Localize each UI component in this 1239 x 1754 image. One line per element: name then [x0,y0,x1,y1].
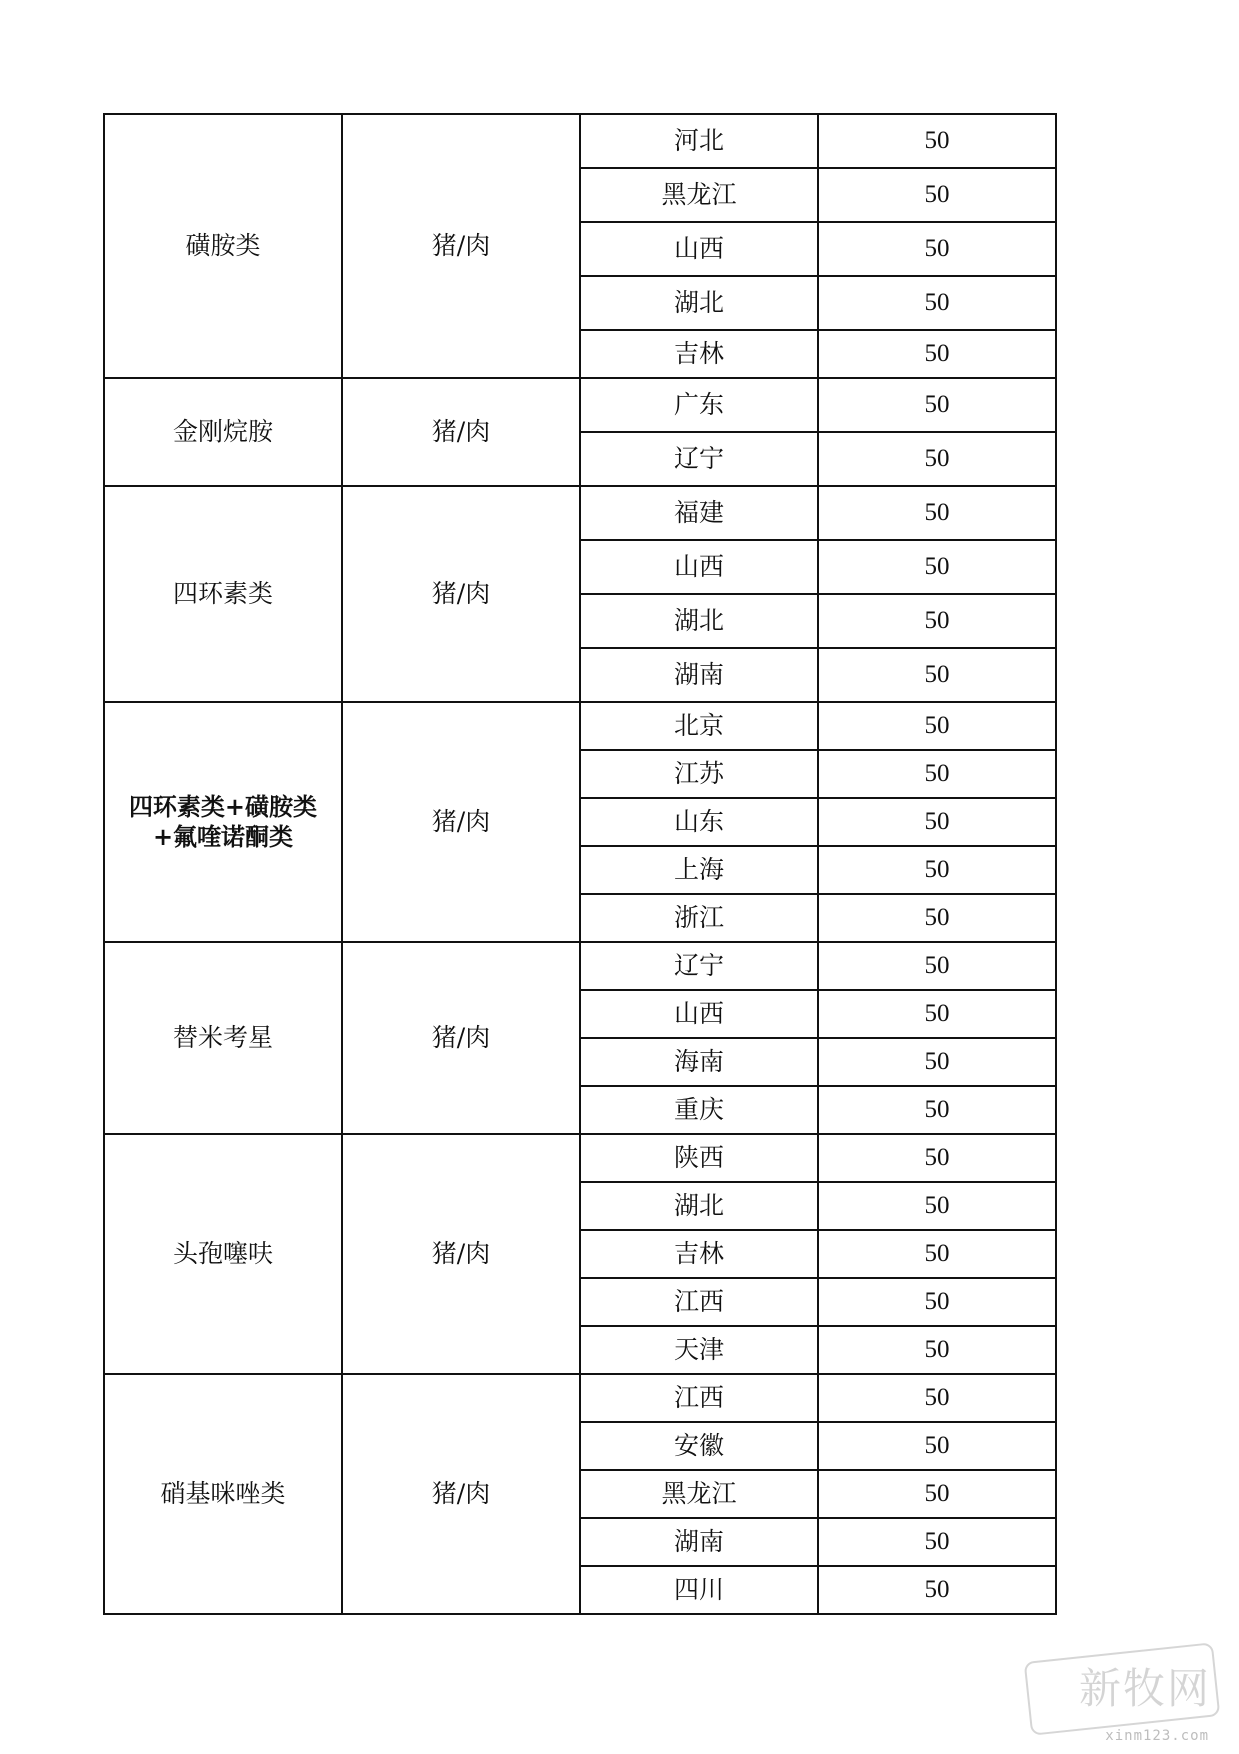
sample-type-label: 猪/肉 [431,807,491,837]
sample-count-cell: 50 [818,798,1056,846]
drug-category-cell [104,1134,342,1374]
sample-count-cell: 50 [818,1566,1056,1614]
province-cell: 河北 [580,114,818,168]
sample-count-cell: 50 [818,276,1056,330]
sample-type-label: 猪/肉 [431,417,491,447]
drug-category-line: 四环素类 [172,579,273,609]
sample-count-cell: 50 [818,486,1056,540]
sample-count-cell: 50 [818,1374,1056,1422]
province-cell: 黑龙江 [580,168,818,222]
table-row [104,378,1056,432]
table-row [104,942,1056,990]
table-row [104,702,1056,750]
sample-count-cell: 50 [818,114,1056,168]
table-row [104,1374,1056,1422]
sample-type-cell [342,1134,580,1374]
table-row [104,114,1056,168]
sample-count-cell: 50 [818,1278,1056,1326]
sample-count-cell: 50 [818,1134,1056,1182]
sample-count-cell: 50 [818,750,1056,798]
province-cell: 吉林 [580,1230,818,1278]
watermark-url: xinm123.com [1105,1728,1209,1744]
drug-category-cell [104,1374,342,1614]
province-cell: 陕西 [580,1134,818,1182]
province-cell: 重庆 [580,1086,818,1134]
sample-type-cell [342,486,580,702]
sample-count-cell: 50 [818,1470,1056,1518]
sample-count-cell: 50 [818,378,1056,432]
sample-count-cell: 50 [818,990,1056,1038]
province-cell: 北京 [580,702,818,750]
province-cell: 江西 [580,1278,818,1326]
province-cell: 黑龙江 [580,1470,818,1518]
sample-count-cell: 50 [818,702,1056,750]
province-cell: 浙江 [580,894,818,942]
sample-type-label: 猪/肉 [431,579,491,609]
sample-count-cell: 50 [818,942,1056,990]
province-cell: 江西 [580,1374,818,1422]
sample-type-cell [342,702,580,942]
watermark-logo [1021,1644,1231,1754]
sample-type-label: 猪/肉 [431,1479,491,1509]
province-cell: 福建 [580,486,818,540]
sample-count-cell: 50 [818,1038,1056,1086]
province-cell: 四川 [580,1566,818,1614]
sample-type-cell [342,942,580,1134]
province-cell: 天津 [580,1326,818,1374]
sample-count-cell: 50 [818,1518,1056,1566]
drug-category-cell [104,114,342,378]
province-cell: 广东 [580,378,818,432]
drug-category-line: +氟喹诺酮类 [152,822,294,851]
province-cell: 湖北 [580,594,818,648]
sample-count-cell: 50 [818,1422,1056,1470]
sample-type-cell [342,1374,580,1614]
sample-type-label: 猪/肉 [431,1023,491,1053]
drug-category-cell [104,702,342,942]
sample-type-cell [342,114,580,378]
sample-type-label: 猪/肉 [431,231,491,261]
drug-category-line: 四环素类+磺胺类 [128,792,318,821]
province-cell: 辽宁 [580,432,818,486]
sample-count-cell: 50 [818,846,1056,894]
drug-category-line: 磺胺类 [185,231,261,261]
sample-count-cell: 50 [818,222,1056,276]
sample-type-cell [342,378,580,486]
province-cell: 山西 [580,540,818,594]
sample-count-cell: 50 [818,1230,1056,1278]
drug-category-cell [104,942,342,1134]
residue-monitoring-table [103,113,1057,1615]
table-row [104,1134,1056,1182]
province-cell: 辽宁 [580,942,818,990]
province-cell: 山西 [580,990,818,1038]
sample-count-cell: 50 [818,1086,1056,1134]
province-cell: 山西 [580,222,818,276]
sample-count-cell: 50 [818,1326,1056,1374]
drug-category-cell [104,378,342,486]
sample-count-cell: 50 [818,1182,1056,1230]
table-row [104,486,1056,540]
sample-count-cell: 50 [818,432,1056,486]
drug-category-line: 金刚烷胺 [172,417,273,447]
watermark-logo-text: 新牧网 [1078,1664,1211,1713]
sample-count-cell: 50 [818,594,1056,648]
sample-type-label: 猪/肉 [431,1239,491,1269]
table-body [104,114,1056,1614]
sample-count-cell: 50 [818,168,1056,222]
sample-count-cell: 50 [818,648,1056,702]
province-cell: 吉林 [580,330,818,378]
province-cell: 山东 [580,798,818,846]
province-cell: 湖南 [580,648,818,702]
drug-category-line: 头孢噻呋 [172,1239,273,1269]
province-cell: 湖北 [580,276,818,330]
sample-count-cell: 50 [818,330,1056,378]
province-cell: 湖南 [580,1518,818,1566]
drug-category-cell [104,486,342,702]
drug-category-line: 硝基咪唑类 [160,1479,286,1509]
province-cell: 江苏 [580,750,818,798]
sample-count-cell: 50 [818,540,1056,594]
sample-count-cell: 50 [818,894,1056,942]
province-cell: 湖北 [580,1182,818,1230]
drug-category-line: 替米考星 [172,1023,273,1053]
province-cell: 安徽 [580,1422,818,1470]
province-cell: 海南 [580,1038,818,1086]
province-cell: 上海 [580,846,818,894]
